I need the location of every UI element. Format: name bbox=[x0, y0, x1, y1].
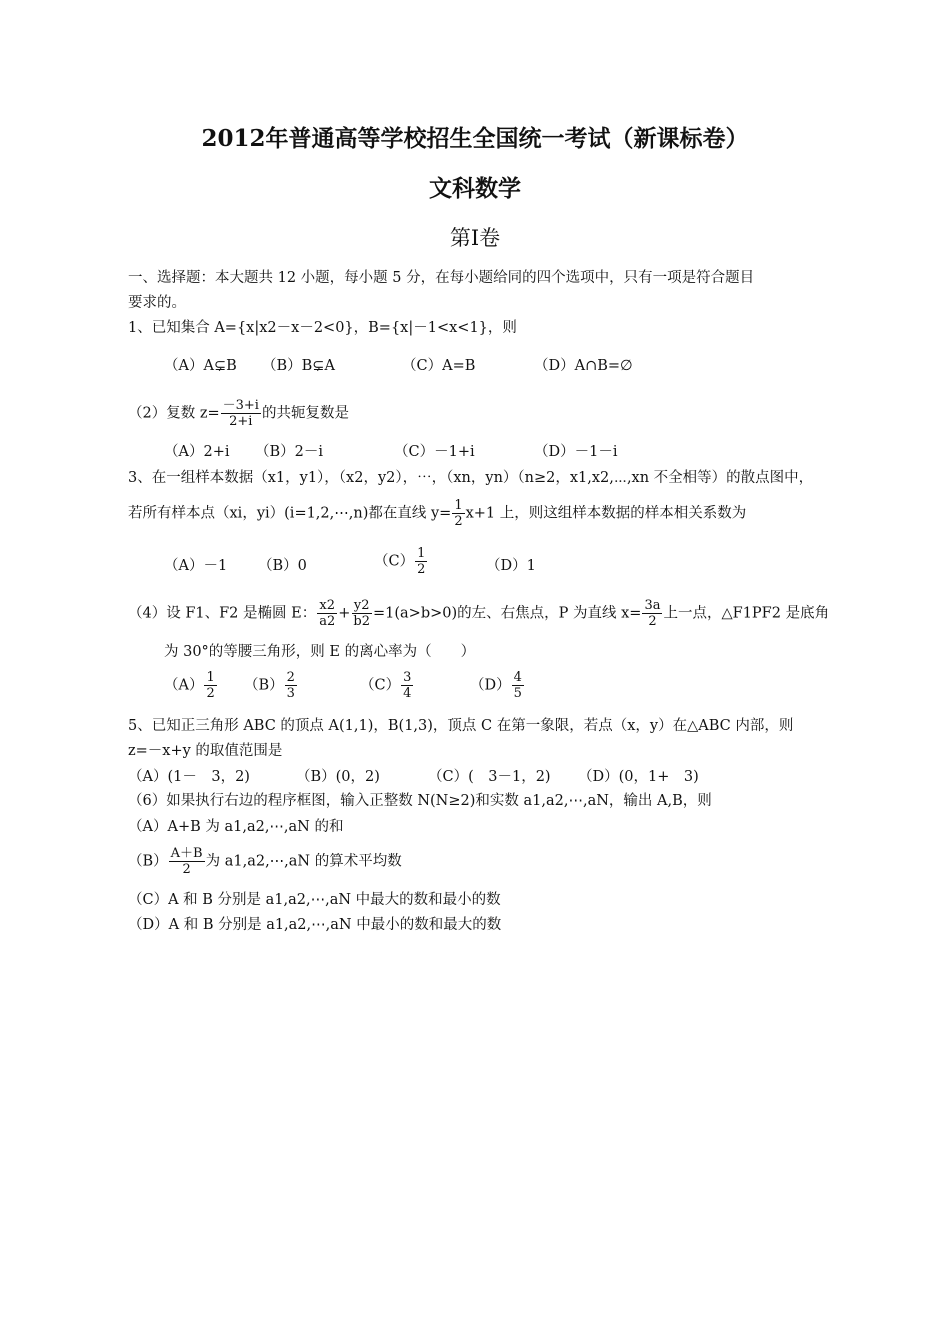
q4-frac-line-den: 2 bbox=[648, 614, 657, 629]
q3-option-c-fraction bbox=[415, 546, 427, 577]
q4-option-d-fraction bbox=[512, 670, 524, 701]
q1-stem: 1、已知集合 A={x|x2－x－2<0}，B={x|－1<x<1}，则 bbox=[128, 320, 517, 336]
exam-volume: 第Ⅰ卷 bbox=[449, 226, 501, 250]
q6-option-b-num: A＋B bbox=[170, 846, 203, 861]
q2-option-b: （B）2－i bbox=[255, 444, 324, 460]
q4-frac-y-den: b2 bbox=[353, 614, 370, 629]
q4-option-b bbox=[244, 670, 298, 701]
q4-frac-line bbox=[642, 598, 662, 629]
q6-option-d: （D）A 和 B 分别是 a1,a2,⋯,aN 中最小的数和最大的数 bbox=[128, 917, 502, 933]
q4-option-a-fraction bbox=[204, 670, 216, 701]
q2-prefix: （2）复数 z= bbox=[128, 405, 220, 422]
section-intro-line1: 一、选择题：本大题共 12 小题，每小题 5 分，在每小题给同的四个选项中，只有一项是符合题目 bbox=[128, 270, 755, 286]
q4-frac-x-den: a2 bbox=[319, 614, 336, 629]
q1-option-d: （D）A∩B=∅ bbox=[534, 358, 633, 374]
q3-stem2-suffix: x+1 上，则这组样本数据的样本相关系数为 bbox=[465, 505, 747, 522]
q4-prefix: （4）设 F1、F2 是椭圆 E： bbox=[128, 605, 317, 622]
q4-option-d-label: （D） bbox=[470, 677, 511, 694]
q4-option-d-den: 5 bbox=[513, 686, 522, 701]
section-intro-line2: 要求的。 bbox=[128, 295, 186, 311]
q2-stem bbox=[128, 398, 349, 429]
q6-option-b-fraction bbox=[169, 846, 205, 877]
q4-suffix: 上一点，△F1PF2 是底角 bbox=[663, 605, 830, 622]
q6-option-b-suffix: 为 a1,a2,⋯,aN 的算术平均数 bbox=[205, 853, 402, 870]
q4-option-c-num: 3 bbox=[403, 670, 412, 685]
q2-option-c: （C）－1+i bbox=[394, 444, 475, 460]
q2-fraction-num: －3+i bbox=[222, 398, 259, 413]
q6-option-b-den: 2 bbox=[182, 862, 191, 877]
q4-option-c-den: 4 bbox=[403, 686, 412, 701]
q2-fraction-den: 2+i bbox=[229, 414, 253, 429]
q4-option-c-fraction bbox=[401, 670, 413, 701]
exam-subject: 文科数学 bbox=[429, 175, 521, 202]
q2-option-a: （A）2+i bbox=[164, 444, 230, 460]
q3-line-slope bbox=[452, 498, 464, 529]
q3-option-b: （B）0 bbox=[258, 558, 307, 574]
q4-option-b-den: 3 bbox=[286, 686, 295, 701]
q6-option-b-label: （B） bbox=[128, 853, 168, 870]
q1-option-a: （A）A⊊B bbox=[164, 358, 237, 374]
q3-option-a: （A）－1 bbox=[164, 558, 228, 574]
q3-option-d: （D）1 bbox=[486, 558, 536, 574]
q4-option-c bbox=[360, 670, 414, 701]
q4-frac-y-num: y2 bbox=[353, 598, 370, 613]
q5-option-d: （D）(0，1+ 3) bbox=[578, 769, 699, 785]
q4-frac-x bbox=[317, 598, 337, 629]
q6-option-a: （A）A+B 为 a1,a2,⋯,aN 的和 bbox=[128, 819, 344, 835]
q2-option-d: （D）－1－i bbox=[534, 444, 618, 460]
q3-stem-line2 bbox=[128, 498, 746, 529]
q4-plus: + bbox=[338, 605, 351, 622]
exam-title: 2012年普通高等学校招生全国统一考试（新课标卷） bbox=[201, 125, 749, 152]
q4-option-b-fraction bbox=[285, 670, 297, 701]
q5-option-b: （B）(0，2) bbox=[296, 769, 380, 785]
q3-option-c bbox=[374, 546, 428, 577]
q5-option-a: （A）(1－ 3，2) bbox=[128, 769, 250, 785]
q4-mid: =1(a>b>0)的左、右焦点，P 为直线 x= bbox=[373, 605, 642, 622]
q4-option-d bbox=[470, 670, 525, 701]
q2-suffix: 的共轭复数是 bbox=[261, 405, 349, 422]
q1-option-b: （B）B⊊A bbox=[262, 358, 335, 374]
q3-option-c-label: （C） bbox=[374, 553, 415, 570]
q4-option-a-num: 1 bbox=[206, 670, 215, 685]
q5-stem-line2: z=－x+y 的取值范围是 bbox=[128, 743, 283, 759]
q5-stem-line1: 5、已知正三角形 ABC 的顶点 A(1,1)，B(1,3)，顶点 C 在第一象限，若点（x，y）在△ABC 内部，则 bbox=[128, 718, 794, 734]
q3-option-c-num: 1 bbox=[417, 546, 426, 561]
q4-frac-line-num: 3a bbox=[644, 598, 661, 613]
q5-option-c: （C）( 3－1，2) bbox=[428, 769, 551, 785]
q3-stem2-prefix: 若所有样本点（xi，yi）(i=1,2,⋯,n)都在直线 y= bbox=[128, 505, 452, 522]
q4-stem-line2: 为 30°的等腰三角形，则 E 的离心率为（ ） bbox=[164, 644, 476, 660]
q4-frac-y bbox=[351, 598, 372, 629]
q3-slope-den: 2 bbox=[454, 514, 463, 529]
q6-option-c: （C）A 和 B 分别是 a1,a2,⋯,aN 中最大的数和最小的数 bbox=[128, 892, 501, 908]
q3-slope-num: 1 bbox=[454, 498, 463, 513]
q4-option-a-label: （A） bbox=[164, 677, 204, 694]
q3-option-c-den: 2 bbox=[417, 562, 426, 577]
q1-option-c: （C）A=B bbox=[402, 358, 476, 374]
q4-option-d-num: 4 bbox=[513, 670, 522, 685]
q4-option-b-num: 2 bbox=[286, 670, 295, 685]
q6-stem: （6）如果执行右边的程序框图，输入正整数 N(N≥2)和实数 a1,a2,⋯,aN，输出 A,B，则 bbox=[128, 793, 712, 809]
q3-stem-line1: 3、在一组样本数据（x1，y1），（x2，y2），⋯，（xn，yn）（n≥2，x1,x2,⋯,xn 不全相等）的散点图中， bbox=[128, 470, 814, 486]
q4-stem-line1 bbox=[128, 598, 829, 629]
q4-option-a-den: 2 bbox=[206, 686, 215, 701]
q6-option-b bbox=[128, 846, 402, 877]
q4-option-c-label: （C） bbox=[360, 677, 401, 694]
q2-fraction bbox=[221, 398, 261, 429]
q4-option-a bbox=[164, 670, 218, 701]
q4-frac-x-num: x2 bbox=[319, 598, 336, 613]
q4-option-b-label: （B） bbox=[244, 677, 284, 694]
